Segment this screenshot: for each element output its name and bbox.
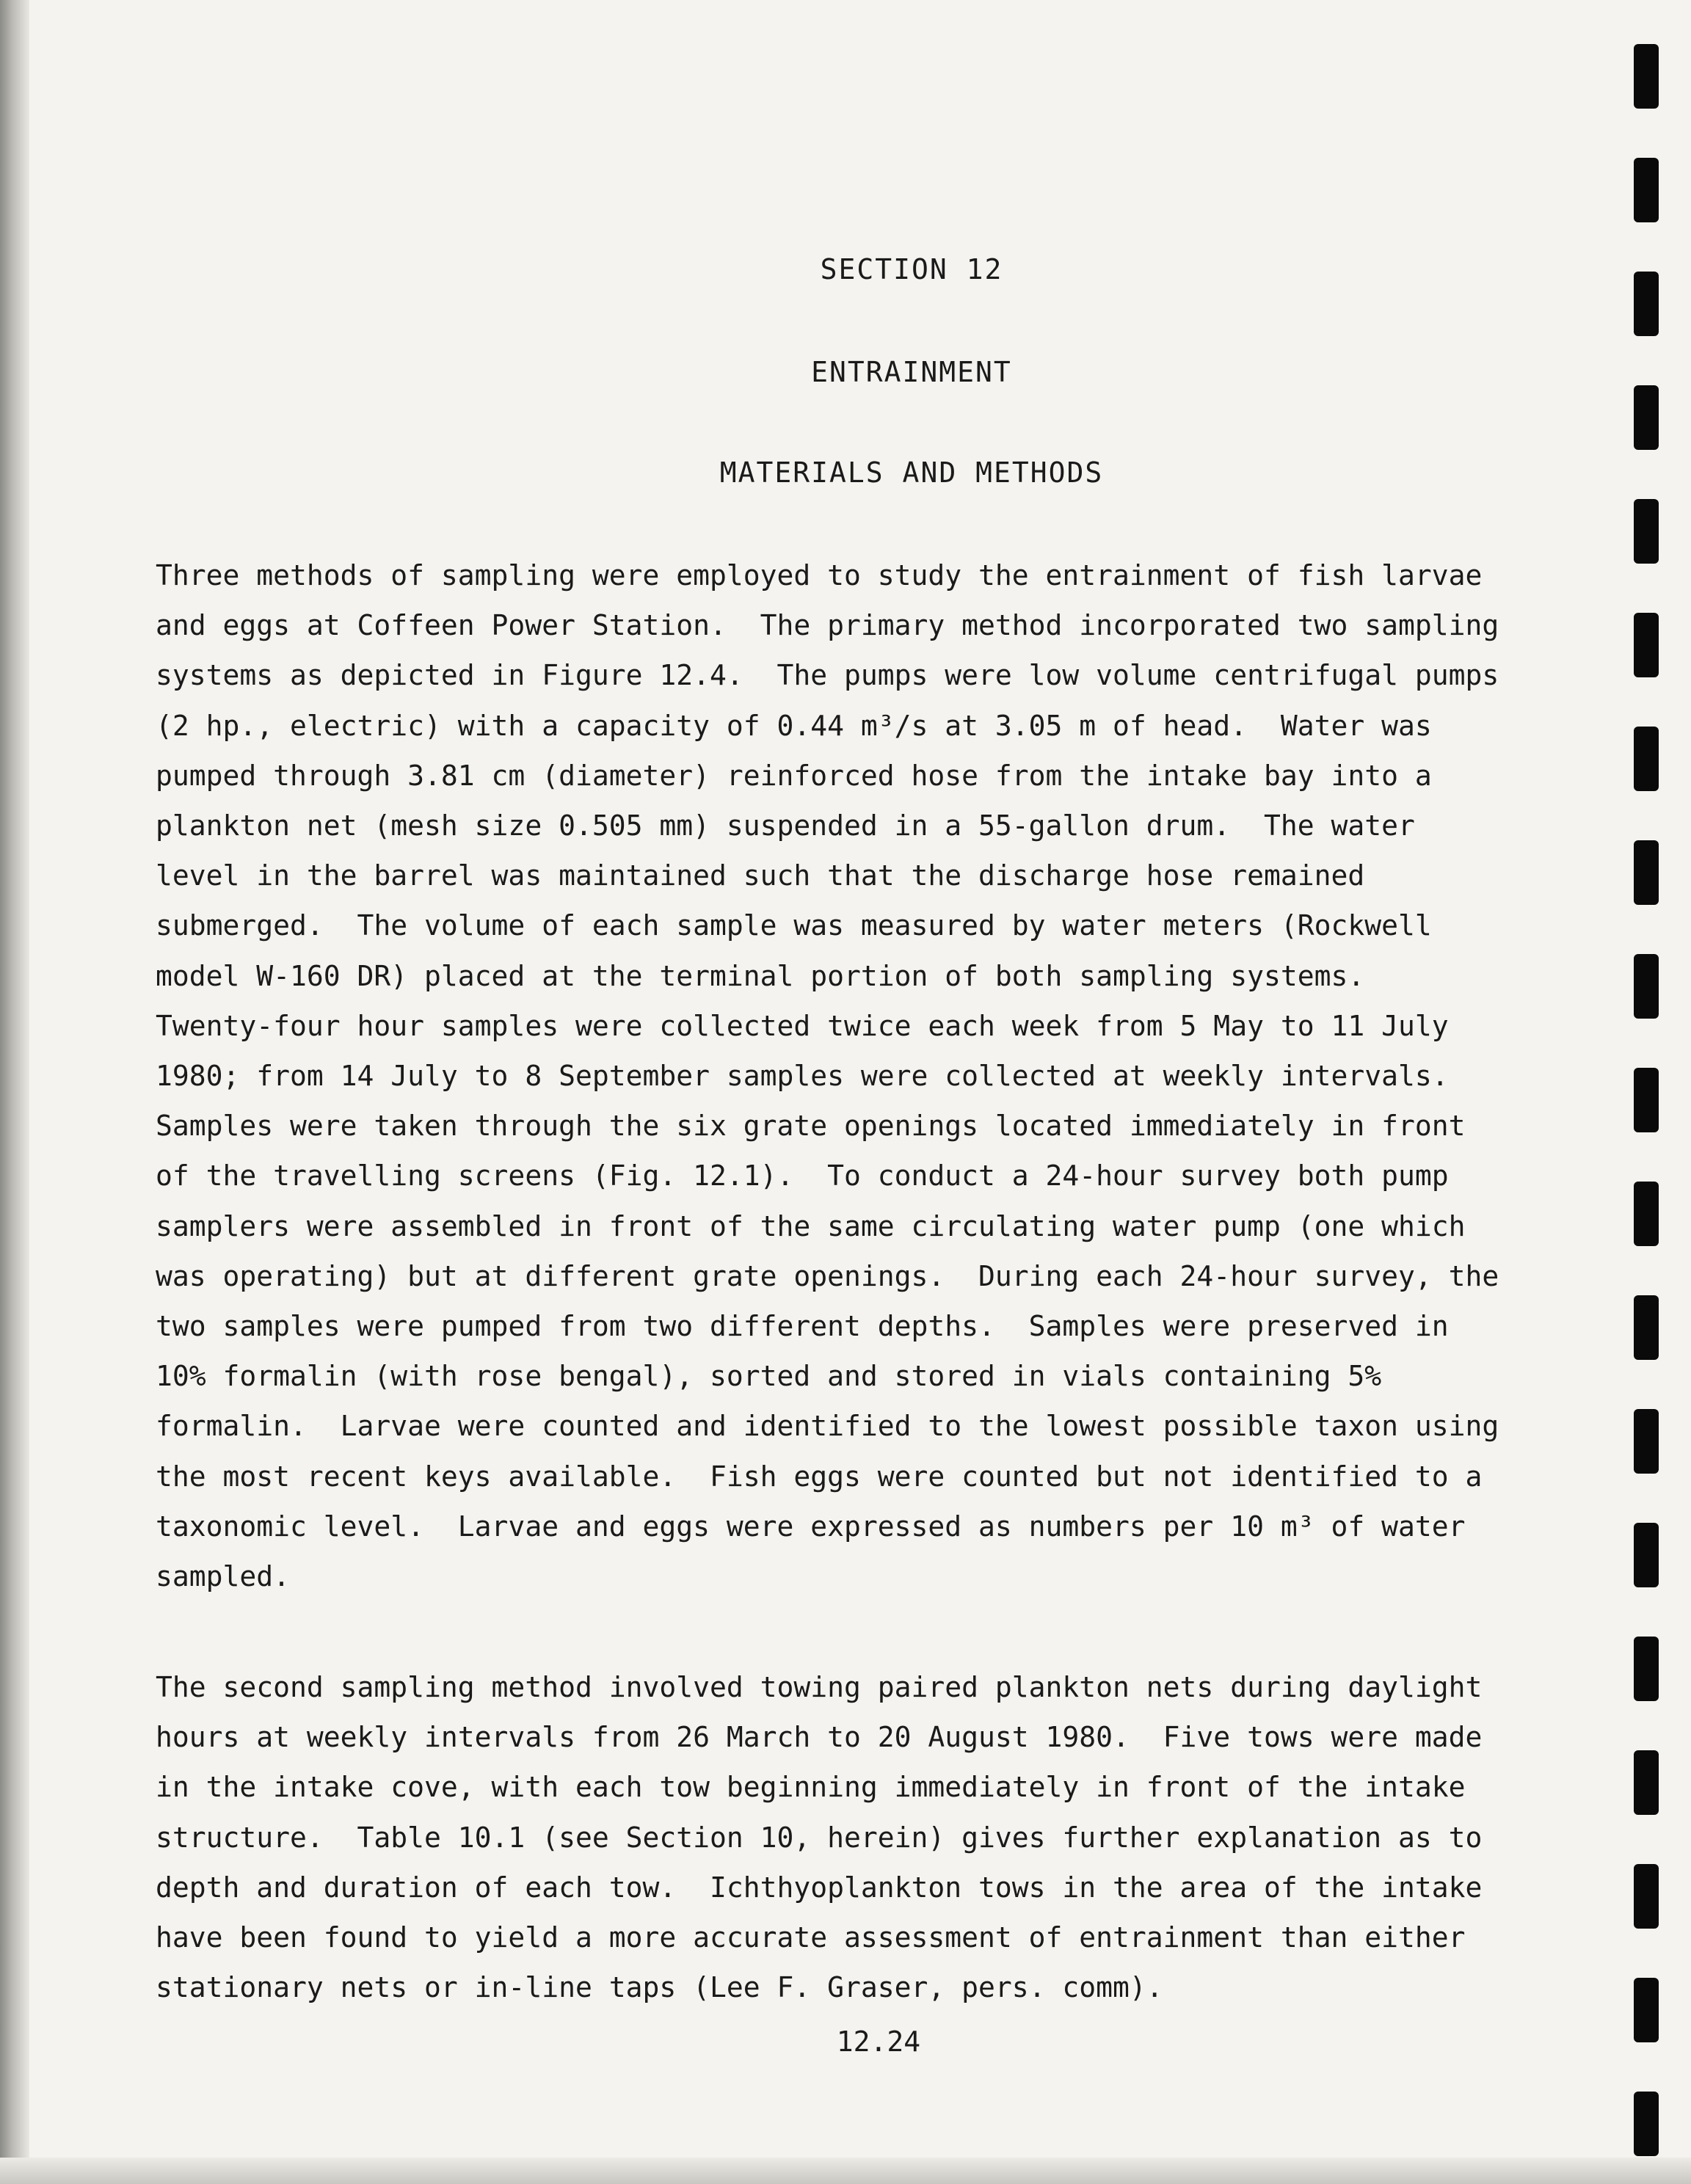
binding-mark — [1634, 1750, 1659, 1815]
scan-left-edge — [0, 0, 29, 2184]
text-line: and eggs at Coffeen Power Station. The primary method incorporated two sampling — [156, 609, 1499, 642]
text-line: model W-160 DR) placed at the terminal portion of both sampling systems. — [156, 959, 1365, 992]
text-line: the most recent keys available. Fish eggs were counted but not identified to a — [156, 1460, 1483, 1493]
text-line: sampled. — [156, 1560, 291, 1593]
text-line: two samples were pumped from two different depths. Samples were preserved in — [156, 1310, 1449, 1343]
page-number: 12.24 — [836, 2025, 921, 2058]
text-line: systems as depicted in Figure 12.4. The pumps were low volume centrifugal pumps — [156, 659, 1499, 692]
text-line: (2 hp., electric) with a capacity of 0.44 m³/s at 3.05 m of head. Water was — [156, 709, 1432, 742]
text-line: 10% formalin (with rose bengal), sorted and stored in vials containing 5% — [156, 1360, 1382, 1393]
text-line: formalin. Larvae were counted and identified to the lowest possible taxon using — [156, 1410, 1499, 1443]
binding-mark — [1634, 1864, 1659, 1929]
text-line: Three methods of sampling were employed to study the entrainment of fish larvae — [156, 559, 1483, 592]
text-line: The second sampling method involved towing paired plankton nets during daylight — [156, 1671, 1483, 1703]
text-line: stationary nets or in-line taps (Lee F. Graser, pers. comm). — [156, 1971, 1163, 2004]
binding-mark — [1634, 499, 1659, 564]
binding-mark — [1634, 840, 1659, 905]
text-line: pumped through 3.81 cm (diameter) reinforced hose from the intake bay into a — [156, 759, 1432, 792]
text-line: taxonomic level. Larvae and eggs were expressed as numbers per 10 m³ of water — [156, 1510, 1466, 1543]
binding-mark — [1634, 1295, 1659, 1360]
binding-mark — [1634, 954, 1659, 1019]
binding-mark — [1634, 1637, 1659, 1701]
text-line: 1980; from 14 July to 8 September samples were collected at weekly intervals. — [156, 1060, 1449, 1093]
scan-bottom-edge — [0, 2158, 1691, 2184]
text-line: depth and duration of each tow. Ichthyoplankton tows in the area of the intake — [156, 1871, 1483, 1904]
text-line: have been found to yield a more accurate assessment of entrainment than either — [156, 1921, 1466, 1954]
text-line: plankton net (mesh size 0.505 mm) suspended in a 55-gallon drum. The water — [156, 809, 1415, 842]
binding-mark — [1634, 385, 1659, 450]
text-line: samplers were assembled in front of the same circulating water pump (one which — [156, 1209, 1466, 1242]
text-line: hours at weekly intervals from 26 March to 20 August 1980. Five tows were made — [156, 1721, 1483, 1754]
binding-mark — [1634, 1068, 1659, 1132]
text-line: submerged. The volume of each sample was measured by water meters (Rockwell — [156, 909, 1432, 942]
binding-mark — [1634, 44, 1659, 109]
section-label: SECTION 12 — [820, 253, 1003, 285]
binding-mark — [1634, 1409, 1659, 1474]
binding-mark — [1634, 727, 1659, 791]
binding-mark — [1634, 158, 1659, 222]
text-line: Samples were taken through the six grate openings located immediately in front — [156, 1110, 1466, 1143]
binding-mark — [1634, 613, 1659, 677]
paragraph-pump-sampling — [156, 550, 1528, 1601]
text-line: in the intake cove, with each tow beginning immediately in front of the intake — [156, 1771, 1466, 1804]
binding-mark — [1634, 1182, 1659, 1246]
text-line: structure. Table 10.1 (see Section 10, herein) gives further explanation as to — [156, 1821, 1483, 1854]
binding-mark — [1634, 1523, 1659, 1587]
text-line: of the travelling screens (Fig. 12.1). To conduct a 24-hour survey both pump — [156, 1160, 1449, 1193]
binding-mark — [1634, 2092, 1659, 2156]
page-title: ENTRAINMENT — [811, 356, 1012, 388]
text-line: was operating) but at different grate openings. During each 24-hour survey, the — [156, 1259, 1499, 1292]
paragraph-plankton-tows — [156, 1662, 1528, 2012]
subsection-heading: MATERIALS AND METHODS — [719, 456, 1104, 489]
text-line: level in the barrel was maintained such that the discharge hose remained — [156, 859, 1365, 892]
text-line: Twenty-four hour samples were collected twice each week from 5 May to 11 July — [156, 1009, 1449, 1042]
